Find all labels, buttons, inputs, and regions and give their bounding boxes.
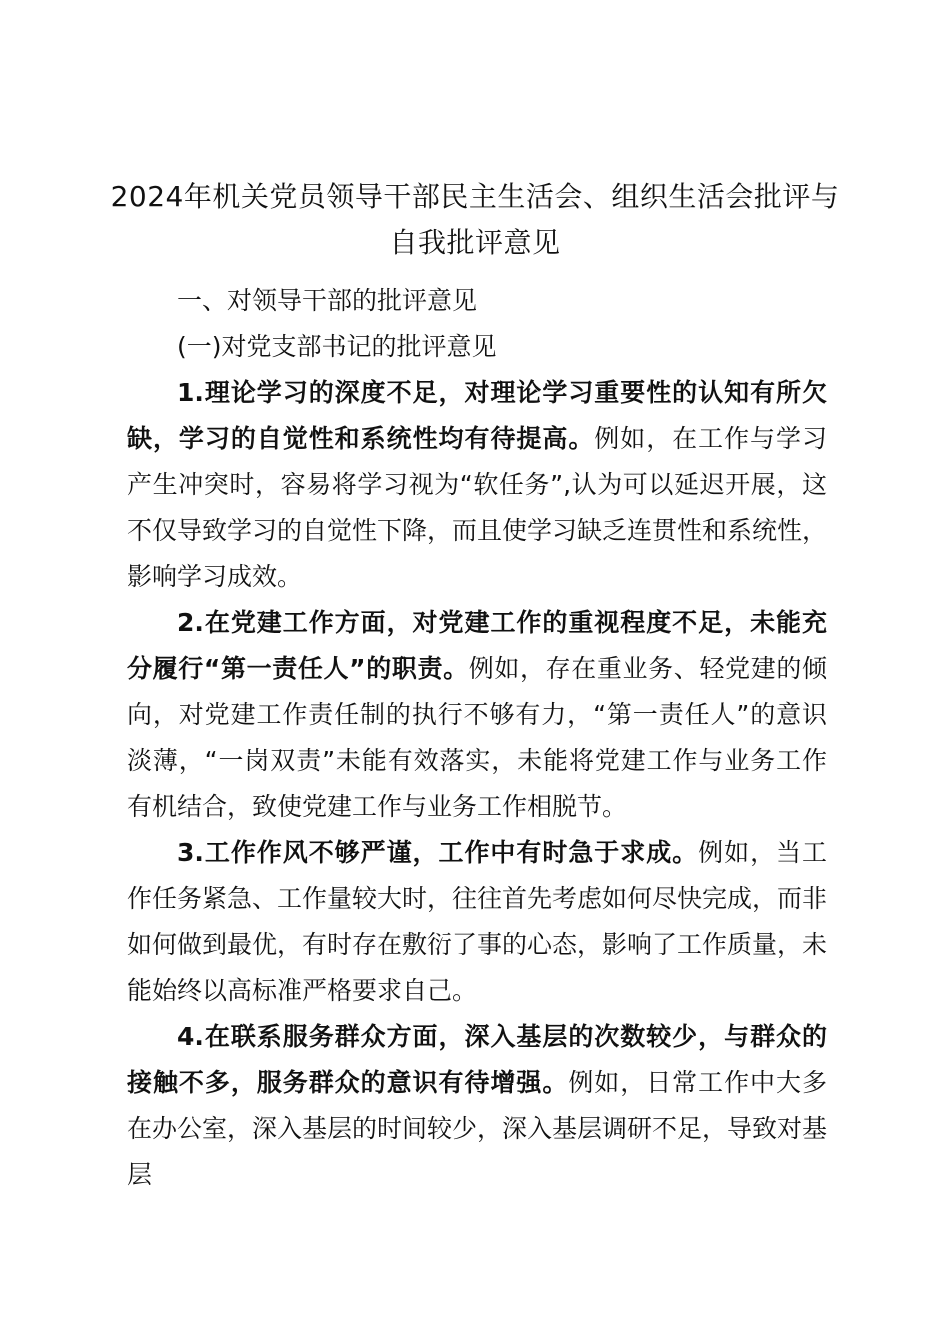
paragraph-4-bold: 4.在联系服务群众方面，深入基层的次数较少，与群众的接触不多，服务群众的意识有待增强。 [127, 1022, 827, 1097]
subsection-heading: (一)对党支部书记的批评意见 [177, 332, 497, 361]
paragraph-2-text: 例如，存在重业务、轻党建的倾向，对党建工作责任制的执行不够有力，“第一责任人”的意识淡薄，“一岗双责”未能有效落实，未能将党建工作与业务工作有机结合，致使党建工作与业务工作相脱节。 [127, 654, 827, 821]
paragraph-1-bold: 1.理论学习的深度不足，对理论学习重要性的认知有所欠缺，学习的自觉性和系统性均有待提高。 [127, 378, 827, 453]
paragraph-2-bold: 2.在党建工作方面，对党建工作的重视程度不足，未能充分履行“第一责任人”的职责。 [127, 608, 827, 683]
document-title: 2024年机关党员领导干部民主生活会、组织生活会批评与自我批评意见 [110, 180, 840, 259]
paragraph-3 [127, 830, 827, 1014]
paragraph-3-bold: 3.工作作风不够严谨，工作中有时急于求成。 [177, 838, 699, 867]
paragraph-1 [127, 370, 827, 600]
paragraph-4 [127, 1014, 827, 1198]
section-heading: 一、对领导干部的批评意见 [177, 286, 478, 315]
paragraph-1-text: 例如，在工作与学习产生冲突时，容易将学习视为“软任务”,认为可以延迟开展，这不仅导致学习的自觉性下降，而且使学习缺乏连贯性和系统性，影响学习成效。 [127, 424, 828, 591]
paragraph-2 [127, 600, 827, 830]
document-body [127, 278, 827, 1198]
paragraph-4-text: 例如，日常工作中大多在办公室，深入基层的时间较少，深入基层调研不足，导致对基层 [127, 1068, 828, 1189]
paragraph-3-text: 例如，当工作任务紧急、工作量较大时，往往首先考虑如何尽快完成，而非如何做到最优，有时存在敷衍了事的心态，影响了工作质量，未能始终以高标准严格要求自己。 [127, 838, 828, 1005]
